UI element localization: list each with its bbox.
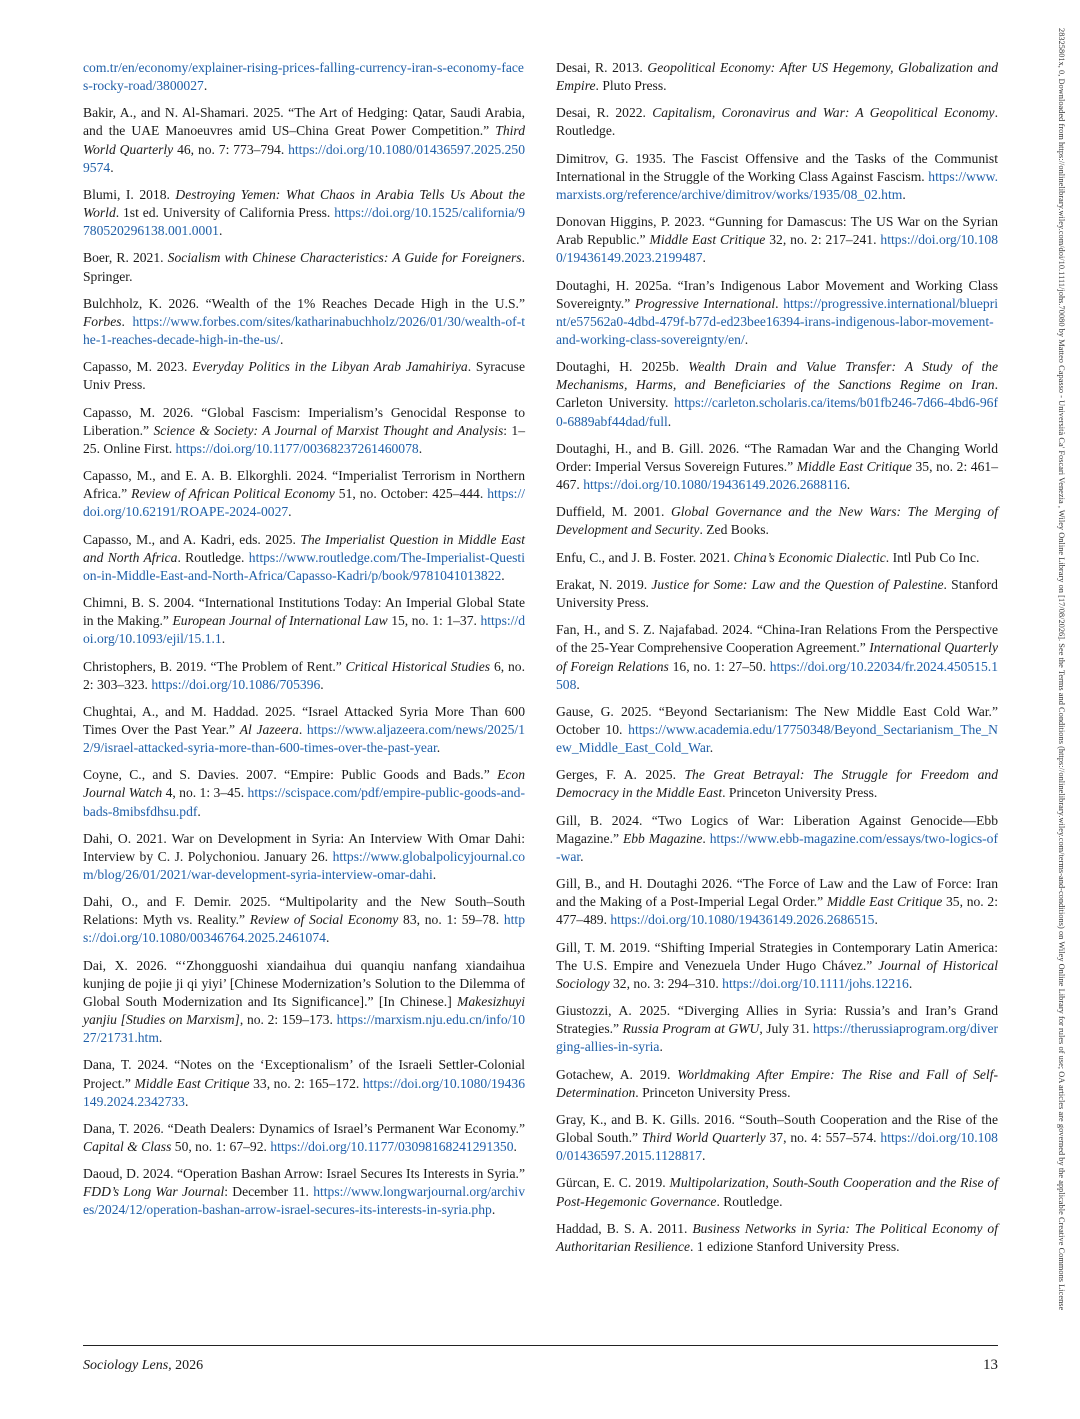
reference-link[interactable]: https://doi.org/10.22034/fr.2024.450515.1508 [556,658,999,692]
reference-text: . [221,631,226,647]
reference-text: . [580,848,584,864]
reference-text: . [667,413,672,429]
reference-text: . 1st ed. University of California Press. [115,205,335,221]
reference-link[interactable]: https://doi.org/10.1177/00368237261460078 [175,440,419,456]
reference-entry [556,576,998,612]
reference-title: Multipolarization, South-South Cooperation and the Rise of Post-Hegemonic Governance [556,1175,998,1209]
reference-text: Enfu, C., and J. B. Foster. 2021. [556,549,734,565]
reference-entry [83,249,525,285]
reference-text: Bakir, A., and N. Al-Shamari. 2025. “The Art of Hedging: Qatar, Saudi Arabia, and the UAE Manoeuvres amid US–China Great Power Competition.” [83,105,525,139]
reference-text: . [320,676,324,692]
reference-entry [83,404,525,458]
reference-entry [83,295,525,349]
reference-text: Gürcan, E. C. 2019. [556,1175,670,1191]
reference-title: Middle East Critique [134,1075,250,1091]
reference-text: 35, no. 2: 461–467. [556,458,998,492]
reference-text: . [184,1093,189,1109]
reference-text: Doutaghi, H., and B. Gill. 2026. “The Ramadan War and the Changing World Order: Imperial Versus Sovereign Futures.” [556,440,998,474]
reference-text: . [659,1039,663,1055]
reference-text: . [432,867,437,882]
reference-text: . [436,740,441,756]
reference-text: . Routledge. [716,1193,783,1209]
reference-title: Middle East Critique [649,232,766,248]
reference-entry [83,658,525,694]
reference-text: Gerges, F. A. 2025. [556,767,685,783]
reference-text: . [709,740,714,756]
reference-entry [83,594,525,648]
reference-title: Econ Journal Watch [83,767,525,801]
reference-entry [83,1165,525,1219]
reference-title: International Quarterly of Foreign Relations [556,640,998,674]
reference-text: . Stanford University Press. [556,576,998,611]
reference-link[interactable]: com.tr/en/economy/explainer-rising-prices-falling-currency-iran-s-economy-faces-rocky-road/3800027 [83,60,524,94]
reference-entry [83,703,525,757]
footer-journal-name: Sociology Lens, [83,1358,172,1373]
reference-title: FDD’s Long War Journal [83,1184,225,1200]
reference-text: , July 31. [759,1021,813,1037]
reference-title: Geopolitical Economy: After US Hegemony, Globalization and Empire [556,60,998,94]
reference-text: . Zed Books. [699,522,769,538]
page-number: 13 [983,1357,998,1373]
reference-title: Socialism with Chinese Characteristics: A Guide for Foreigners [167,250,522,266]
reference-text: . [513,1138,517,1154]
reference-title: Worldmaking After Empire: The Rise and Fall of Self-Determination [556,1066,998,1100]
reference-title: Journal of Historical Sociology [556,957,998,991]
reference-text: . [110,159,114,175]
reference-title: Science & Society: A Journal of Marxist Thought and Analysis [153,422,504,438]
reference-text: Boer, R. 2021. [83,250,168,266]
reference-text: . [288,504,292,520]
reference-text: . [576,676,580,692]
reference-link[interactable]: https://www.longwarjournal.org/archives/2024/12/operation-bashan-arrow-israel-secures-its-interests-in-syria.php [83,1184,525,1218]
reference-link[interactable]: https://doi.org/10.1080/01436597.2025.2509574 [83,141,525,175]
reference-title: Third World Quarterly [83,123,525,157]
reference-link[interactable]: https://doi.org/10.1093/ejil/15.1.1 [83,613,526,647]
reference-link[interactable]: https://www.ebb-magazine.com/essays/two-logics-of-war [556,830,998,864]
footer-journal [83,1358,203,1374]
reference-text: 50, no. 1: 67–92. [171,1138,271,1154]
reference-text: . [280,331,284,347]
reference-entry [556,1002,998,1056]
reference-link[interactable]: https://www.globalpolicyjournal.com/blog/26/01/2021/war-development-syria-interview-omar-dahi [83,848,525,882]
reference-entry [556,1111,998,1165]
reference-title: Al Jazeera [239,721,299,737]
reference-link[interactable]: https://therussiaprogram.org/diverging-allies-in-syria [556,1021,999,1055]
reference-text: Dahi, O. 2021. War on Development in Syria: An Interview With Omar Dahi: Interview by C. J. Polychoniou. January 26. [83,830,525,864]
side-note-text: 28325801x, 0, Downloaded from https://onlinelibrary.wiley.com/doi/10.1111/johs.70080 by Matteo Capasso - Università Ca' Foscari Venezia , Wiley Online Library on [17/08/2026]. See the Terms and Conditions (https://onlinelibrary.wiley.com/terms-and-conditions) on Wiley Online Library for rules of use; OA articles are governed by the applicable Creative Commons License [1057,28,1066,1311]
reference-text: . [702,250,706,266]
reference-text: Gill, B., and H. Doutaghi 2026. “The Force of Law and the Law of Force: Iran and the Making of a Post-Imperial Legal Order.” [556,876,998,910]
reference-title: China’s Economic Dialectic [733,549,886,565]
reference-text: Capasso, M. 2026. “Global Fascism: Imperialism’s Genocidal Response to Liberation.” [83,404,525,438]
reference-text: Erakat, N. 2019. [556,576,652,592]
reference-text: Daoud, D. 2024. “Operation Bashan Arrow: Israel Secures Its Interests in Syria.” [83,1166,525,1182]
reference-text: Gause, G. 2025. “Beyond Sectarianism: The New Middle East Cold War.” October 10. [556,703,998,737]
reference-entry [83,1120,525,1156]
reference-text: Capasso, M., and E. A. B. Elkorghli. 2024. “Imperialist Terrorism in Northern Africa.” [83,468,525,502]
reference-title: Capital & Class [83,1138,172,1154]
reference-text: 83, no. 1: 59–78. [398,912,504,928]
reference-text: Dana, T. 2024. “Notes on the ‘Exceptionalism’ of the Israeli Settler-Colonial Project.” [83,1057,525,1091]
reference-link[interactable]: https://doi.org/10.1080/19436149.2026.2688116 [583,477,847,492]
reference-entry [556,766,998,802]
reference-title: Review of African Political Economy [131,486,335,502]
reference-text: : December 11. [224,1184,314,1200]
reference-text: Gill, T. M. 2019. “Shifting Imperial Strategies in Contemporary Latin America: The U.S. Empire and Venezuela Under Hugo Chávez.” [556,939,998,973]
reference-entry [556,621,998,693]
reference-entry [83,358,525,394]
reference-entry [556,150,998,204]
reference-text: . [702,1148,706,1164]
reference-text: . Routledge. [556,105,998,139]
reference-entry [556,939,998,993]
reference-title: Wealth Drain and Value Transfer: A Study of the Mechanisms, Harms, and Beneficiaries of the Sanctions Regime on Iran [556,359,998,393]
reference-entry [556,1220,998,1256]
reference-entry [556,703,998,757]
reference-text: . [908,975,913,991]
reference-link[interactable]: https://scispace.com/pdf/empire-public-goods-and-bads-8mibsfdhsu.pdf [83,785,525,819]
reference-entry [83,1056,525,1110]
download-side-note [1052,28,1068,1398]
reference-text: Chughtai, A., and M. Haddad. 2025. “Israel Attacked Syria More Than 600 Times Over the Past Year.” [83,703,525,737]
footer-year: 2026 [175,1358,204,1373]
reference-text: . [702,830,710,846]
reference-title: Capitalism, Coronavirus and War: A Geopolitical Economy [652,105,995,121]
reference-text: . [197,803,201,819]
reference-text: . [325,930,330,946]
reference-link[interactable]: https://doi.org/10.1111/johs.12216 [722,975,909,991]
reference-text: . Pluto Press. [595,78,667,94]
reference-title: Middle East Critique [826,894,943,910]
reference-title: Everyday Politics in the Libyan Arab Jamahiriya [192,359,468,375]
reference-link[interactable]: https://doi.org/10.1177/03098168241291350 [270,1138,514,1154]
reference-text: 35, no. 2: 477–489. [556,894,998,928]
reference-link[interactable]: https://doi.org/10.1080/19436149.2023.2199487 [556,232,998,266]
reference-title: Justice for Some: Law and the Question of Palestine [651,576,944,592]
reference-title: European Journal of International Law [172,613,388,629]
reference-entry [556,213,998,267]
reference-text: Gill, B. 2024. “Two Logics of War: Liberation Against Genocide—Ebb Magazine.” [556,812,998,846]
reference-entry [83,893,525,947]
reference-title: Russia Program at GWU [622,1021,760,1037]
reference-title: The Great Betrayal: The Struggle for Freedom and Democracy in the Middle East [556,767,998,801]
reference-entry [556,503,998,539]
reference-entry [83,186,525,240]
reference-entry [83,104,525,176]
reference-text: Blumi, I. 2018. [83,186,176,202]
reference-text: . [418,440,423,456]
reference-text: Capasso, M. 2023. [83,359,193,375]
reference-title: Makesizhuyi yanjiu [Studies on Marxism] [83,993,525,1028]
reference-text: 4, no. 1: 3–45. [162,785,248,801]
reference-text: . [902,186,906,202]
reference-text: Dahi, O., and F. Demir. 2025. “Multipolarity and the New South–South Relations: Myth vs. Reality.” [83,894,525,928]
reference-link[interactable]: https://doi.org/10.1080/19436149.2024.2342733 [83,1075,525,1109]
reference-text: : 1–25. Online First. [83,422,525,456]
reference-text: Desai, R. 2022. [556,105,653,121]
reference-text: Duffield, M. 2001. [556,504,671,520]
reference-text: . Springer. [83,250,525,284]
reference-text: Coyne, C., and S. Davies. 2007. “Empire: Public Goods and Bads.” [83,767,498,783]
reference-text: Dimitrov, G. 1935. The Fascist Offensive and the Tasks of the Communist International in the Struggle of the Working Class Against Fascism. [556,150,998,184]
reference-entry [556,104,998,140]
reference-entry [556,277,998,349]
reference-entry [556,1174,998,1210]
reference-title: Third World Quarterly [641,1130,766,1146]
reference-text: . [775,295,784,311]
reference-text: Doutaghi, H. 2025a. “Iran’s Indigenous Labor Movement and Working Class Sovereignty.” [556,277,998,311]
reference-link[interactable]: https://www.aljazeera.com/news/2025/12/9/israel-attacked-syria-more-than-600-times-over-the-past-year [83,721,525,756]
reference-link[interactable]: https://doi.org/10.1086/705396 [151,676,321,692]
reference-text: . [121,313,133,329]
reference-text: 33, no. 2: 165–172. [249,1075,363,1091]
reference-entry [83,830,525,884]
reference-title: Forbes [83,313,122,329]
reference-text: Giustozzi, A. 2025. “Diverging Allies in Syria: Russia’s and Iran’s Grand Strategies.” [556,1003,998,1037]
reference-text: 32, no. 2: 217–241. [765,232,881,248]
reference-text: Gotachew, A. 2019. [556,1066,678,1082]
reference-text: Gray, K., and B. K. Gills. 2016. “South–South Cooperation and the Rise of the Global South.” [556,1111,998,1146]
reference-text: . [874,912,878,928]
reference-text: Haddad, B. S. A. 2011. [556,1220,693,1236]
reference-entry [83,467,525,521]
reference-text: 16, no. 1: 27–50. [668,658,770,674]
reference-entry [83,766,525,820]
footer-divider [83,1345,998,1346]
reference-text: . Princeton University Press. [722,785,878,801]
reference-link[interactable]: https://www.academia.edu/17750348/Beyond_Sectarianism_The_New_Middle_East_Cold_War [556,721,998,756]
reference-text: . Intl Pub Co Inc. [885,549,980,565]
reference-text: . Routledge. [177,549,249,565]
reference-title: Middle East Critique [796,458,912,474]
reference-entry [556,1066,998,1102]
reference-entry [556,440,998,494]
reference-link[interactable]: https://doi.org/10.1525/california/9780520296138.001.0001 [83,205,525,239]
reference-link[interactable]: https://doi.org/10.1080/19436149.2026.2686515 [610,912,875,928]
reference-entry [556,358,998,430]
reference-text: Desai, R. 2013. [556,60,648,75]
reference-text: 32, no. 3: 294–310. [609,975,723,991]
reference-text: . Carleton University. [556,377,998,411]
reference-title: Ebb Magazine [622,830,703,846]
reference-text: Capasso, M., and A. Kadri, eds. 2025. [83,531,301,547]
reference-text: , no. 2: 159–173. [239,1012,337,1028]
reference-text: 6, no. 2: 303–323. [83,658,525,692]
reference-text: . [846,477,851,492]
reference-link[interactable]: https://doi.org/10.1080/00346764.2025.2461074 [83,912,526,946]
reference-link[interactable]: https://www.forbes.com/sites/katharinabuchholz/2026/01/30/wealth-of-the-1-reaches-decade-high-in-the-us/ [83,313,525,347]
reference-title: Progressive International [634,295,776,311]
references-right-column [556,59,998,1265]
reference-text: . [203,78,208,94]
reference-text: Bulchholz, K. 2026. “Wealth of the 1% Reaches Decade High in the U.S.” [83,295,525,311]
reference-text: Christophers, B. 2019. “The Problem of Rent.” [83,658,346,674]
reference-text: Fan, H., and S. Z. Najafabad. 2024. “China-Iran Relations From the Perspective of the 25-Year Comprehensive Cooperation Agreement.” [556,622,998,656]
reference-title: Business Networks in Syria: The Political Economy of Authoritarian Resilience [556,1220,999,1254]
reference-link[interactable]: https://marxism.nju.edu.cn/info/1027/21731.htm [83,1012,525,1046]
reference-text: 51, no. October: 425–444. [334,486,488,502]
reference-entry [83,59,525,95]
reference-text: 15, no. 1: 1–37. [387,613,481,629]
reference-text: Dai, X. 2026. “‘Zhongguoshi xiandaihua dui quanqiu nanfang xiandaihua kunjing de pojie ji qi yiyi’ [Chinese Modernization’s Solution to the Dilemma of Global South Modernization and Its Significance].” [In Chinese.] [83,957,525,1009]
reference-text: . [298,721,307,737]
reference-text: 46, no. 7: 773–794. [173,141,289,157]
reference-text: . [744,331,749,347]
reference-link[interactable]: https://carleton.scholaris.ca/items/b01fb246-7d66-4bd6-96f0-6889abf44dad/full [556,395,998,429]
reference-title: The Imperialist Question in Middle East and North Africa [83,531,525,565]
reference-title: Review of Social Economy [249,912,399,928]
reference-text: Doutaghi, H. 2025b. [556,359,689,375]
reference-entry [556,875,998,929]
reference-link[interactable]: https://www.routledge.com/The-Imperialist-Question-in-Middle-East-and-North-Africa/Capasso-Kadri/p/book/9781041013822 [83,549,525,583]
reference-entry [83,531,525,585]
reference-text: 37, no. 4: 557–574. [765,1130,881,1146]
reference-text: . [491,1202,496,1218]
reference-link[interactable]: https://doi.org/10.62191/ROAPE-2024-0027 [83,486,526,520]
reference-entry [556,549,998,567]
reference-entry [556,812,998,866]
reference-entry [556,59,998,95]
reference-text: . [218,223,223,239]
reference-text: Dana, T. 2026. “Death Dealers: Dynamics of Israel’s Permanent War Economy.” [83,1120,525,1136]
reference-text: . 1 edizione Stanford University Press. [690,1238,900,1254]
reference-text: . [158,1030,163,1046]
reference-title: Global Governance and the New Wars: The Merging of Development and Security [556,504,998,538]
references-left-column [83,59,525,1229]
reference-title: Destroying Yemen: What Chaos in Arabia Tells Us About the World [83,186,525,221]
reference-title: Critical Historical Studies [345,658,491,674]
reference-text: Chimni, B. S. 2004. “International Institutions Today: An Imperial Global State in the Making.” [83,595,525,629]
reference-text: . [501,567,505,583]
reference-entry [83,957,525,1047]
reference-link[interactable]: https://progressive.international/blueprint/e57562a0-4dbd-479f-b77d-ed23bee16394-irans-indigenous-labor-movement-and-working-class-sovereignty/en/ [556,295,999,347]
reference-text: Donovan Higgins, P. 2023. “Gunning for Damascus: The US War on the Syrian Arab Republic.” [556,214,998,248]
reference-text: . Princeton University Press. [635,1084,791,1100]
reference-link[interactable]: https://www.marxists.org/reference/archive/dimitrov/works/1935/08_02.htm [556,168,998,202]
reference-text: . Syracuse Univ Press. [83,359,525,393]
reference-link[interactable]: https://doi.org/10.1080/01436597.2015.1128817 [556,1130,998,1164]
